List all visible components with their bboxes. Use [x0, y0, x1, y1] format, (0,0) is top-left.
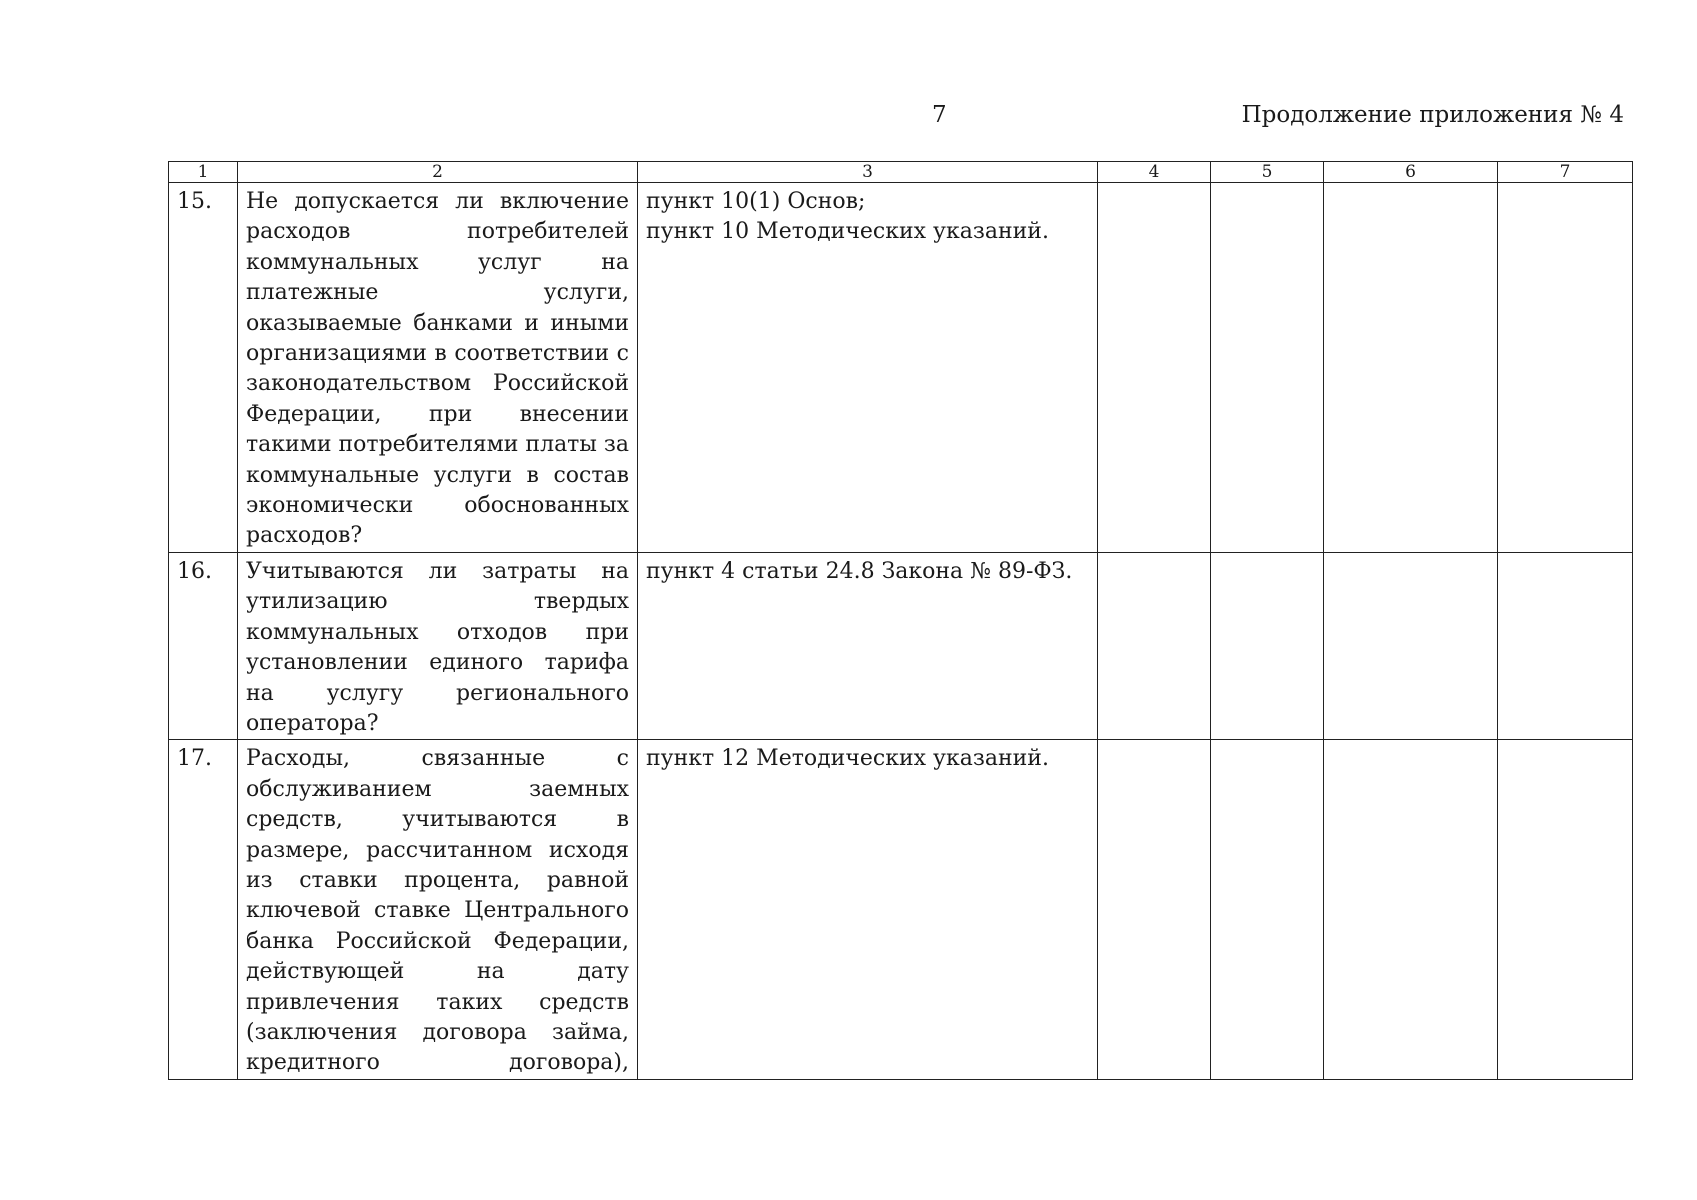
reference-line: пункт 10 Методических указаний.: [646, 219, 1049, 245]
empty-cell: [1498, 740, 1633, 1079]
empty-cell: [1324, 740, 1498, 1079]
row-references: [638, 183, 1098, 553]
row-number: 16.: [169, 552, 238, 739]
row-references: [638, 740, 1098, 1079]
empty-cell: [1324, 552, 1498, 739]
checklist-table: [168, 161, 1633, 1080]
page-number: 7: [932, 102, 947, 128]
row-question: Учитываются ли затраты на утилизацию твердых коммунальных отходов при установлении единого тарифа на услугу регионального оператора?: [238, 552, 638, 739]
column-number-row: [169, 162, 1633, 183]
column-number: 5: [1211, 162, 1324, 183]
column-number: 6: [1324, 162, 1498, 183]
reference-line: пункт 12 Методических указаний.: [646, 746, 1049, 772]
column-number: 3: [638, 162, 1098, 183]
empty-cell: [1211, 740, 1324, 1079]
table-row: [169, 740, 1633, 1079]
column-number: 2: [238, 162, 638, 183]
empty-cell: [1211, 183, 1324, 553]
reference-line: пункт 10(1) Основ;: [646, 189, 866, 214]
row-question: Не допускается ли включение расходов потребителей коммунальных услуг на платежные услуги, оказываемые банками и иными организациями в соответствии с законодательством Российской Федерации, при внесении такими потребителями платы за коммунальные услуги в состав экономически обоснованных расходов?: [238, 183, 638, 553]
column-number: 1: [169, 162, 238, 183]
empty-cell: [1098, 740, 1211, 1079]
row-number: 17.: [169, 740, 238, 1079]
empty-cell: [1098, 552, 1211, 739]
table-row: [169, 552, 1633, 739]
table-row: [169, 183, 1633, 553]
reference-line: пункт 4 статьи 24.8 Закона № 89-ФЗ.: [646, 558, 1073, 584]
empty-cell: [1498, 183, 1633, 553]
empty-cell: [1498, 552, 1633, 739]
row-number: 15.: [169, 183, 238, 553]
column-number: 7: [1498, 162, 1633, 183]
page-caption: Продолжение приложения № 4: [1241, 102, 1624, 128]
empty-cell: [1211, 552, 1324, 739]
row-question: Расходы, связанные с обслуживанием заемных средств, учитываются в размере, рассчитанном исходя из ставки процента, равной ключевой ставке Центрального банка Российской Федерации, действующей на дату привлечения таких средств (заключения договора займа, кредитного договора),: [238, 740, 638, 1079]
column-number: 4: [1098, 162, 1211, 183]
empty-cell: [1098, 183, 1211, 553]
empty-cell: [1324, 183, 1498, 553]
row-references: [638, 552, 1098, 739]
